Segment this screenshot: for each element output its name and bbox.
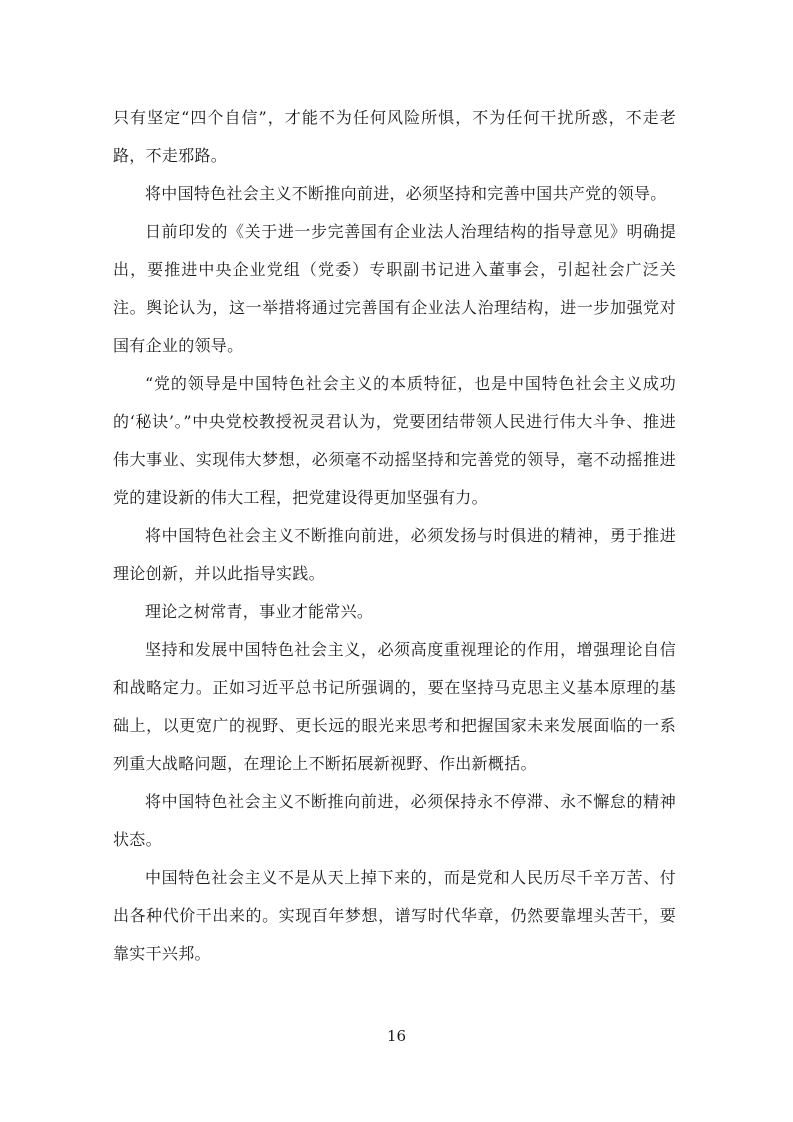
page-number: 16	[386, 1027, 407, 1045]
paragraph: 理论之树常青，事业才能常兴。	[145, 602, 374, 621]
paragraph: 将中国特色社会主义不断推向前进，必须保持永不停滞、永不懈怠的精神状态。	[113, 792, 676, 849]
paragraph: “党的领导是中国特色社会主义的本质特征，也是中国特色社会主义成功的‘秘诀’。”中央党校教授祝灵君认为，党要团结带领人民进行伟大斗争、推进伟大事业、实现伟大梦想，必须毫不动摇坚持和完善党的领导，毫不动摇推进党的建设新的伟大工程，把党建设得更加坚强有力。	[113, 374, 676, 507]
paragraph: 将中国特色社会主义不断推向前进，必须坚持和完善中国共产党的领导。	[145, 184, 667, 203]
paragraph: 坚持和发展中国特色社会主义，必须高度重视理论的作用，增强理论自信和战略定力。正如习近平总书记所强调的，要在坚持马克思主义基本原理的基础上，以更宽广的视野、更长远的眼光来思考和把握国家未来发展面临的一系列重大战略问题，在理论上不断拓展新视野、作出新概括。	[113, 640, 676, 773]
paragraph: 日前印发的《关于进一步完善国有企业法人治理结构的指导意见》明确提出，要推进中央企业党组（党委）专职副书记进入董事会，引起社会广泛关注。舆论认为，这一举措将通过完善国有企业法人治理结构，进一步加强党对国有企业的领导。	[113, 222, 676, 355]
paragraph: 只有坚定“四个自信”，才能不为任何风险所惧，不为任何干扰所惑，不走老路，不走邪路。	[113, 108, 676, 165]
document-content	[113, 99, 676, 973]
paragraph: 将中国特色社会主义不断推向前进，必须发扬与时俱进的精神，勇于推进理论创新，并以此指导实践。	[113, 526, 676, 583]
paragraph: 中国特色社会主义不是从天上掉下来的，而是党和人民历尽千辛万苦、付出各种代价干出来的。实现百年梦想，谱写时代华章，仍然要靠埋头苦干，要靠实干兴邦。	[113, 868, 676, 963]
